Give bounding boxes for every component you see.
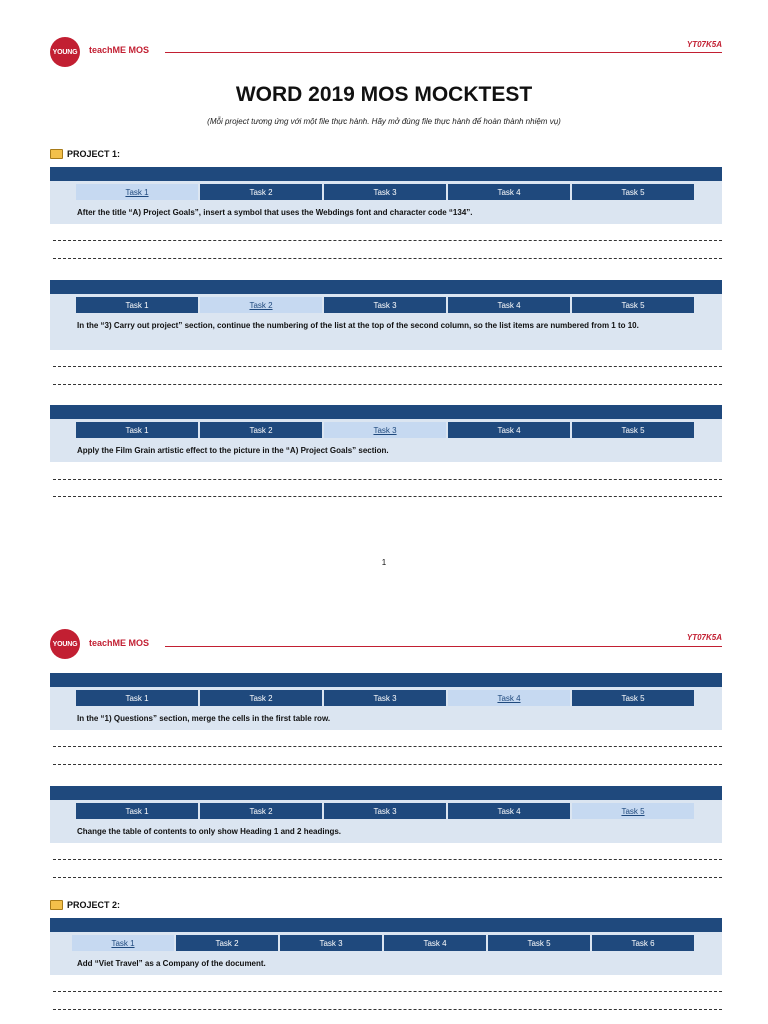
answer-line: [53, 384, 722, 385]
block-bar: [50, 673, 722, 687]
task-description: In the “1) Questions” section, merge the cells in the first table row.: [77, 714, 331, 723]
task-description: Apply the Film Grain artistic effect to the picture in the “A) Project Goals” section.: [77, 446, 389, 455]
task-tabs: [72, 935, 694, 951]
tab-task-4[interactable]: Task 4: [384, 935, 486, 951]
tab-task-6[interactable]: Task 6: [592, 935, 694, 951]
task-tabs: [76, 803, 694, 819]
tab-task-2[interactable]: Task 2: [200, 297, 322, 313]
answer-line: [53, 1009, 722, 1010]
tab-task-1[interactable]: Task 1: [76, 422, 198, 438]
tab-task-3[interactable]: Task 3: [324, 297, 446, 313]
tab-task-1[interactable]: Task 1: [76, 184, 198, 200]
tab-task-5[interactable]: Task 5: [572, 422, 694, 438]
tab-task-1[interactable]: Task 1: [72, 935, 174, 951]
task-block-1: [50, 167, 722, 224]
answer-line: [53, 877, 722, 878]
tab-task-1[interactable]: Task 1: [76, 690, 198, 706]
brand-name: teachME MOS: [89, 45, 150, 55]
task-description: In the “3) Carry out project” section, continue the numbering of the list at the top of the second column, so the list items are numbered from 1 to 10.: [77, 321, 639, 330]
tab-task-2[interactable]: Task 2: [200, 422, 322, 438]
answer-line: [53, 240, 722, 241]
tab-task-3[interactable]: Task 3: [280, 935, 382, 951]
doc-code: YT07K5A: [686, 40, 722, 49]
task-block-4: [50, 673, 722, 730]
logo: YOUNG: [50, 37, 80, 67]
block-bar: [50, 405, 722, 419]
logo: YOUNG: [50, 629, 80, 659]
task-block-6: [50, 918, 722, 975]
doc-code: YT07K5A: [686, 633, 722, 642]
project-2-label: [50, 900, 120, 910]
task-tabs: [76, 297, 694, 313]
block-bar: [50, 786, 722, 800]
task-tabs: [76, 184, 694, 200]
tab-task-2[interactable]: Task 2: [200, 690, 322, 706]
folder-icon: [50, 900, 63, 910]
task-tabs: [76, 422, 694, 438]
answer-line: [53, 764, 722, 765]
tab-task-4[interactable]: Task 4: [448, 297, 570, 313]
project-1-label: [50, 149, 120, 159]
tab-task-3[interactable]: Task 3: [324, 803, 446, 819]
tab-task-3[interactable]: Task 3: [324, 422, 446, 438]
tab-task-3[interactable]: Task 3: [324, 690, 446, 706]
tab-task-4[interactable]: Task 4: [448, 690, 570, 706]
tab-task-2[interactable]: Task 2: [200, 184, 322, 200]
tab-task-5[interactable]: Task 5: [572, 803, 694, 819]
tab-task-5[interactable]: Task 5: [572, 297, 694, 313]
answer-line: [53, 859, 722, 860]
answer-line: [53, 258, 722, 259]
answer-line: [53, 479, 722, 480]
tab-task-4[interactable]: Task 4: [448, 803, 570, 819]
task-description: Add “Viet Travel” as a Company of the document.: [77, 959, 266, 968]
tab-task-5[interactable]: Task 5: [488, 935, 590, 951]
page-subtitle: (Mỗi project tương ứng với một file thực hành. Hãy mở đúng file thực hành để hoàn thành nhiệm vụ): [207, 117, 561, 126]
tab-task-2[interactable]: Task 2: [176, 935, 278, 951]
task-block-2: [50, 280, 722, 350]
page-number: 1: [381, 558, 387, 567]
tab-task-2[interactable]: Task 2: [200, 803, 322, 819]
task-block-5: [50, 786, 722, 843]
tab-task-4[interactable]: Task 4: [448, 422, 570, 438]
answer-line: [53, 991, 722, 992]
brand-name: teachME MOS: [89, 638, 150, 648]
tab-task-1[interactable]: Task 1: [76, 803, 198, 819]
task-block-3: [50, 405, 722, 462]
block-bar: [50, 167, 722, 181]
header-line: [165, 646, 722, 647]
project-label-text: PROJECT 2:: [67, 900, 121, 910]
answer-line: [53, 746, 722, 747]
tab-task-1[interactable]: Task 1: [76, 297, 198, 313]
answer-line: [53, 366, 722, 367]
tab-task-3[interactable]: Task 3: [324, 184, 446, 200]
project-label-text: PROJECT 1:: [67, 149, 121, 159]
folder-icon: [50, 149, 63, 159]
tab-task-5[interactable]: Task 5: [572, 690, 694, 706]
task-tabs: [76, 690, 694, 706]
task-description: Change the table of contents to only show Heading 1 and 2 headings.: [77, 827, 342, 836]
block-bar: [50, 918, 722, 932]
task-description: After the title “A) Project Goals”, insert a symbol that uses the Webdings font and character code “134”.: [77, 208, 473, 217]
answer-line: [53, 496, 722, 497]
header-line: [165, 52, 722, 53]
block-bar: [50, 280, 722, 294]
page-title: WORD 2019 MOS MOCKTEST: [235, 83, 533, 106]
tab-task-5[interactable]: Task 5: [572, 184, 694, 200]
tab-task-4[interactable]: Task 4: [448, 184, 570, 200]
